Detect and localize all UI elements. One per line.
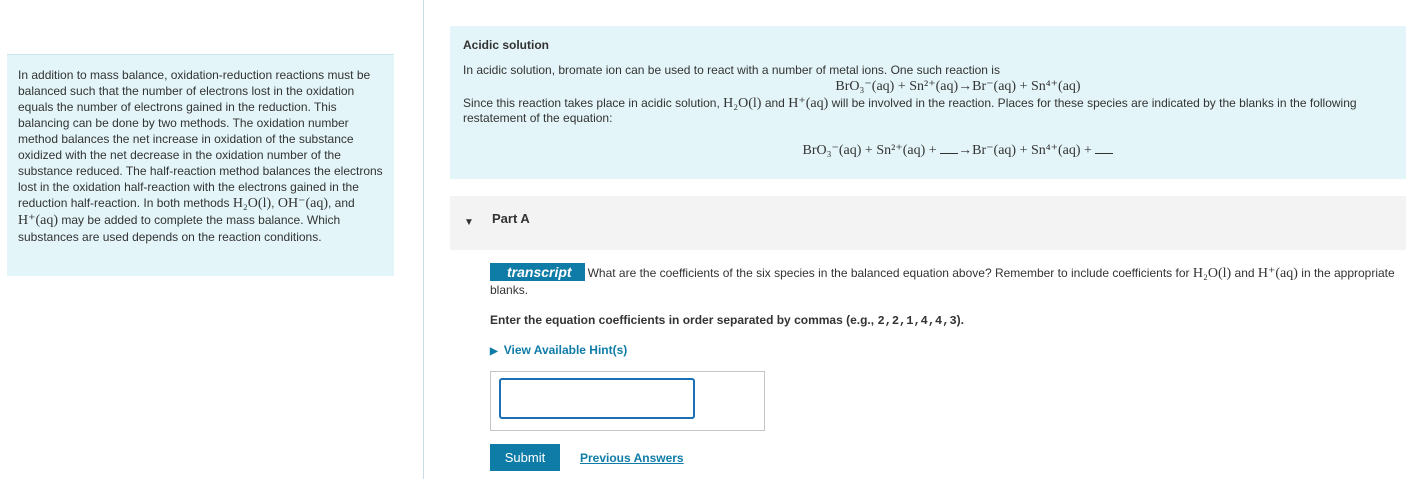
info-text-a: In addition to mass balance, oxidation-reduction reactions must be balanced such that the number of electrons lost in the oxidation equals the number of electrons gained in the reduction. This balancing can be done by two methods. The oxidation number method balances the net increase in oxidation of the substance oxidized with the net decrease in the oxidation number of the substance reduced. The half-reaction method balances the electrons lost in the oxidation half-reaction with the electrons gained in the reduction half-reaction. In both methods (18, 68, 383, 210)
intro-line-1: In acidic solution, bromate ion can be used to react with a number of metal ions. One such reaction is (463, 63, 1000, 77)
blank-1 (940, 145, 958, 154)
restated-mid: →Br⁻(aq) + Sn⁴⁺(aq) + (958, 143, 1092, 158)
question-text-a: What are the coefficients of the six species in the balanced equation above? Remember to include coefficients for (587, 266, 1190, 280)
column-divider (423, 0, 424, 479)
water-species: H₂O(l) (1192, 266, 1232, 281)
info-sep-2: , and (327, 196, 355, 210)
answer-instruction (490, 313, 964, 328)
hints-label: View Available Hint(s) (503, 343, 628, 357)
restated-left: BrO₃⁻(aq) + Sn²⁺(aq) + (802, 143, 937, 158)
hydrogen-ion-species: H⁺(aq) (1257, 266, 1298, 281)
intro-line-2 (463, 96, 1393, 126)
background-info-panel (7, 54, 394, 276)
collapse-triangle-icon[interactable]: ▼ (464, 217, 474, 228)
submit-button[interactable]: Submit (490, 444, 560, 471)
transcript-logo: transcript (490, 263, 585, 281)
problem-intro-panel (450, 26, 1406, 179)
previous-answers-link[interactable]: Previous Answers (580, 451, 684, 465)
question-text-b: in the appropriate blanks. (490, 266, 1395, 297)
instruction-end: ). (956, 313, 964, 327)
hydroxide-species: OH⁻(aq) (277, 196, 328, 211)
water-species: H₂O(l) (723, 96, 762, 111)
intro-line-2a: Since this reaction takes place in acidic solution, (463, 96, 720, 110)
answer-container (490, 371, 765, 431)
intro-title: Acidic solution (463, 38, 550, 52)
expand-triangle-icon: ▶ (490, 346, 498, 357)
info-text-b: may be added to complete the mass balance. Which substances are used depends on the reaction conditions. (18, 213, 341, 244)
hydrogen-ion-species: H⁺(aq) (788, 96, 829, 111)
question-text (490, 263, 1406, 298)
view-hints-link[interactable] (490, 343, 627, 357)
blank-2 (1095, 145, 1113, 154)
intro-line-2b: will be involved in the reaction. Places for these species are indicated by the blanks in the following restatement of the equation: (463, 96, 1357, 125)
answer-input[interactable] (499, 378, 695, 419)
question-and: and (1234, 266, 1255, 280)
instruction-example: 2,2,1,4,4,3 (877, 314, 957, 328)
water-species: H₂O(l) (232, 196, 272, 211)
part-label: Part A (492, 211, 530, 226)
hydrogen-ion-species: H⁺(aq) (18, 213, 59, 228)
restated-equation (463, 142, 1393, 159)
instruction-text: Enter the equation coefficients in order separated by commas (e.g., (490, 313, 875, 327)
reaction-equation: BrO₃⁻(aq) + Sn²⁺(aq)→Br⁻(aq) + Sn⁴⁺(aq) (835, 79, 1081, 94)
info-sep-1: , (271, 196, 275, 210)
part-a-header[interactable] (450, 196, 1406, 250)
intro-and: and (764, 96, 785, 110)
